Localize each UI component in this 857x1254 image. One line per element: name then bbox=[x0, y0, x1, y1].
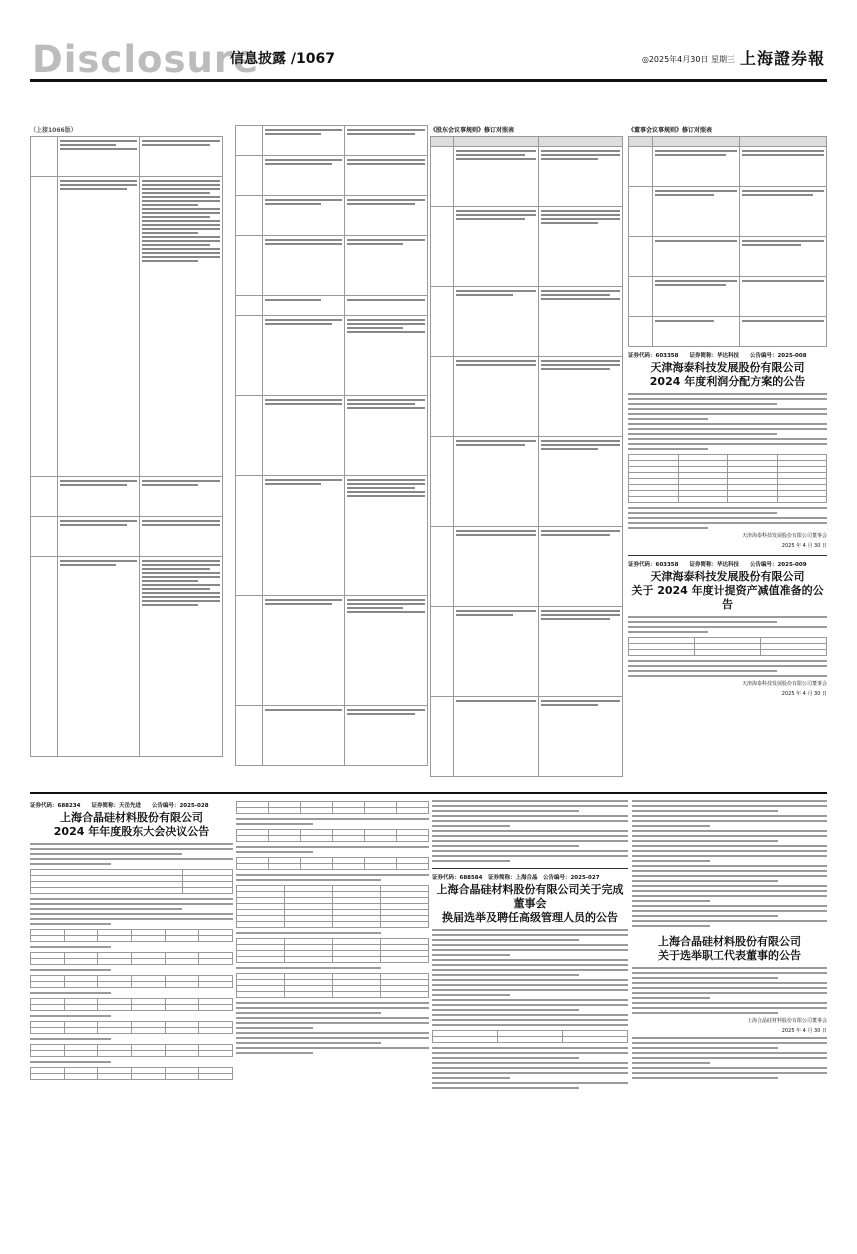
comparison-table bbox=[235, 125, 428, 766]
right-column bbox=[628, 125, 827, 785]
vote-results-continued bbox=[236, 797, 429, 1229]
cumulative-vote-table bbox=[236, 938, 429, 963]
dividend-table bbox=[628, 454, 827, 503]
attendance-table bbox=[30, 869, 233, 894]
vote-table bbox=[30, 1067, 233, 1080]
announcement-title: 上海合晶硅材料股份有限公司 bbox=[60, 811, 203, 824]
section-title: 信息披露 /1067 bbox=[230, 51, 335, 67]
shareholder-rules-table bbox=[430, 125, 623, 785]
vote-table bbox=[30, 929, 233, 942]
election-announcement bbox=[432, 797, 628, 1229]
announcement-title: 天津海泰科技发展股份有限公司 bbox=[650, 570, 805, 583]
signature-org: 天津海泰科技发展股份有限公司董事会 bbox=[741, 681, 827, 687]
brand-logo: Disclosure bbox=[32, 38, 260, 81]
vote-table bbox=[236, 801, 429, 814]
announcement-subtitle: 2024 年年度股东大会决议公告 bbox=[53, 825, 210, 838]
announcement-subtitle: 2024 年度利润分配方案的公告 bbox=[649, 375, 806, 388]
agm-announcement bbox=[30, 797, 233, 1229]
announcement-meta: 证券代码：688234 证券简称：天岳先进 公告编号：2025-028 bbox=[30, 803, 209, 809]
announcement-subtitle: 换届选举及聘任高级管理人员的公告 bbox=[442, 911, 618, 924]
announcement-meta: 证券代码：688584 证券简称：上海合晶 公告编号：2025-027 bbox=[432, 875, 600, 881]
masthead bbox=[30, 38, 827, 82]
impairment-table bbox=[628, 637, 827, 656]
paper-name: 上海證券報 bbox=[739, 49, 825, 68]
continued-table-center bbox=[235, 125, 428, 785]
announcement-title: 天津海泰科技发展股份有限公司 bbox=[650, 361, 805, 374]
signature-date: 2025 年 4 月 30 日 bbox=[781, 543, 827, 549]
officer-table bbox=[432, 1030, 628, 1043]
issue-date: ◎2025年4月30日 星期三 bbox=[641, 55, 735, 64]
announcement-meta: 证券代码：603358 证券简称：华达科技 公告编号：2025-009 bbox=[628, 562, 807, 568]
continued-caption: （上接1066版） bbox=[30, 127, 77, 134]
vote-table bbox=[30, 1021, 233, 1034]
cumulative-vote-table bbox=[236, 885, 429, 928]
signature-date: 2025 年 4 月 30 日 bbox=[781, 691, 827, 697]
vote-table bbox=[30, 998, 233, 1011]
signature-org: 天津海泰科技发展股份有限公司董事会 bbox=[741, 533, 827, 539]
vote-table bbox=[30, 975, 233, 988]
vote-table bbox=[30, 952, 233, 965]
employee-director-announcement bbox=[632, 797, 827, 1229]
comparison-table bbox=[430, 136, 623, 777]
announcement-subtitle: 关于选举职工代表董事的公告 bbox=[658, 949, 801, 962]
continued-table-left bbox=[30, 125, 223, 785]
comparison-table bbox=[30, 136, 223, 757]
signature-org: 上海合晶硅材料股份有限公司董事会 bbox=[746, 1018, 827, 1024]
comparison-table bbox=[628, 136, 827, 347]
section-divider bbox=[30, 792, 827, 794]
announcement-subtitle: 关于 2024 年度计提资产减值准备的公告 bbox=[631, 584, 824, 611]
announcement-title: 上海合晶硅材料股份有限公司 bbox=[658, 935, 801, 948]
shareholder-rules-caption: 《股东会议事规则》修订对照表 bbox=[430, 127, 515, 134]
vote-table bbox=[30, 1044, 233, 1057]
announcement-title: 上海合晶硅材料股份有限公司关于完成董事会 bbox=[436, 883, 624, 910]
vote-table bbox=[236, 829, 429, 842]
cumulative-vote-table bbox=[236, 973, 429, 998]
announcement-meta: 证券代码：603358 证券简称：华达科技 公告编号：2025-008 bbox=[628, 353, 807, 359]
signature-date: 2025 年 4 月 30 日 bbox=[781, 1028, 827, 1034]
vote-table bbox=[236, 857, 429, 870]
profit-distribution-announcement bbox=[628, 351, 827, 549]
impairment-announcement bbox=[628, 560, 827, 697]
board-rules-caption: 《董事会议事规则》修订对照表 bbox=[628, 127, 713, 134]
